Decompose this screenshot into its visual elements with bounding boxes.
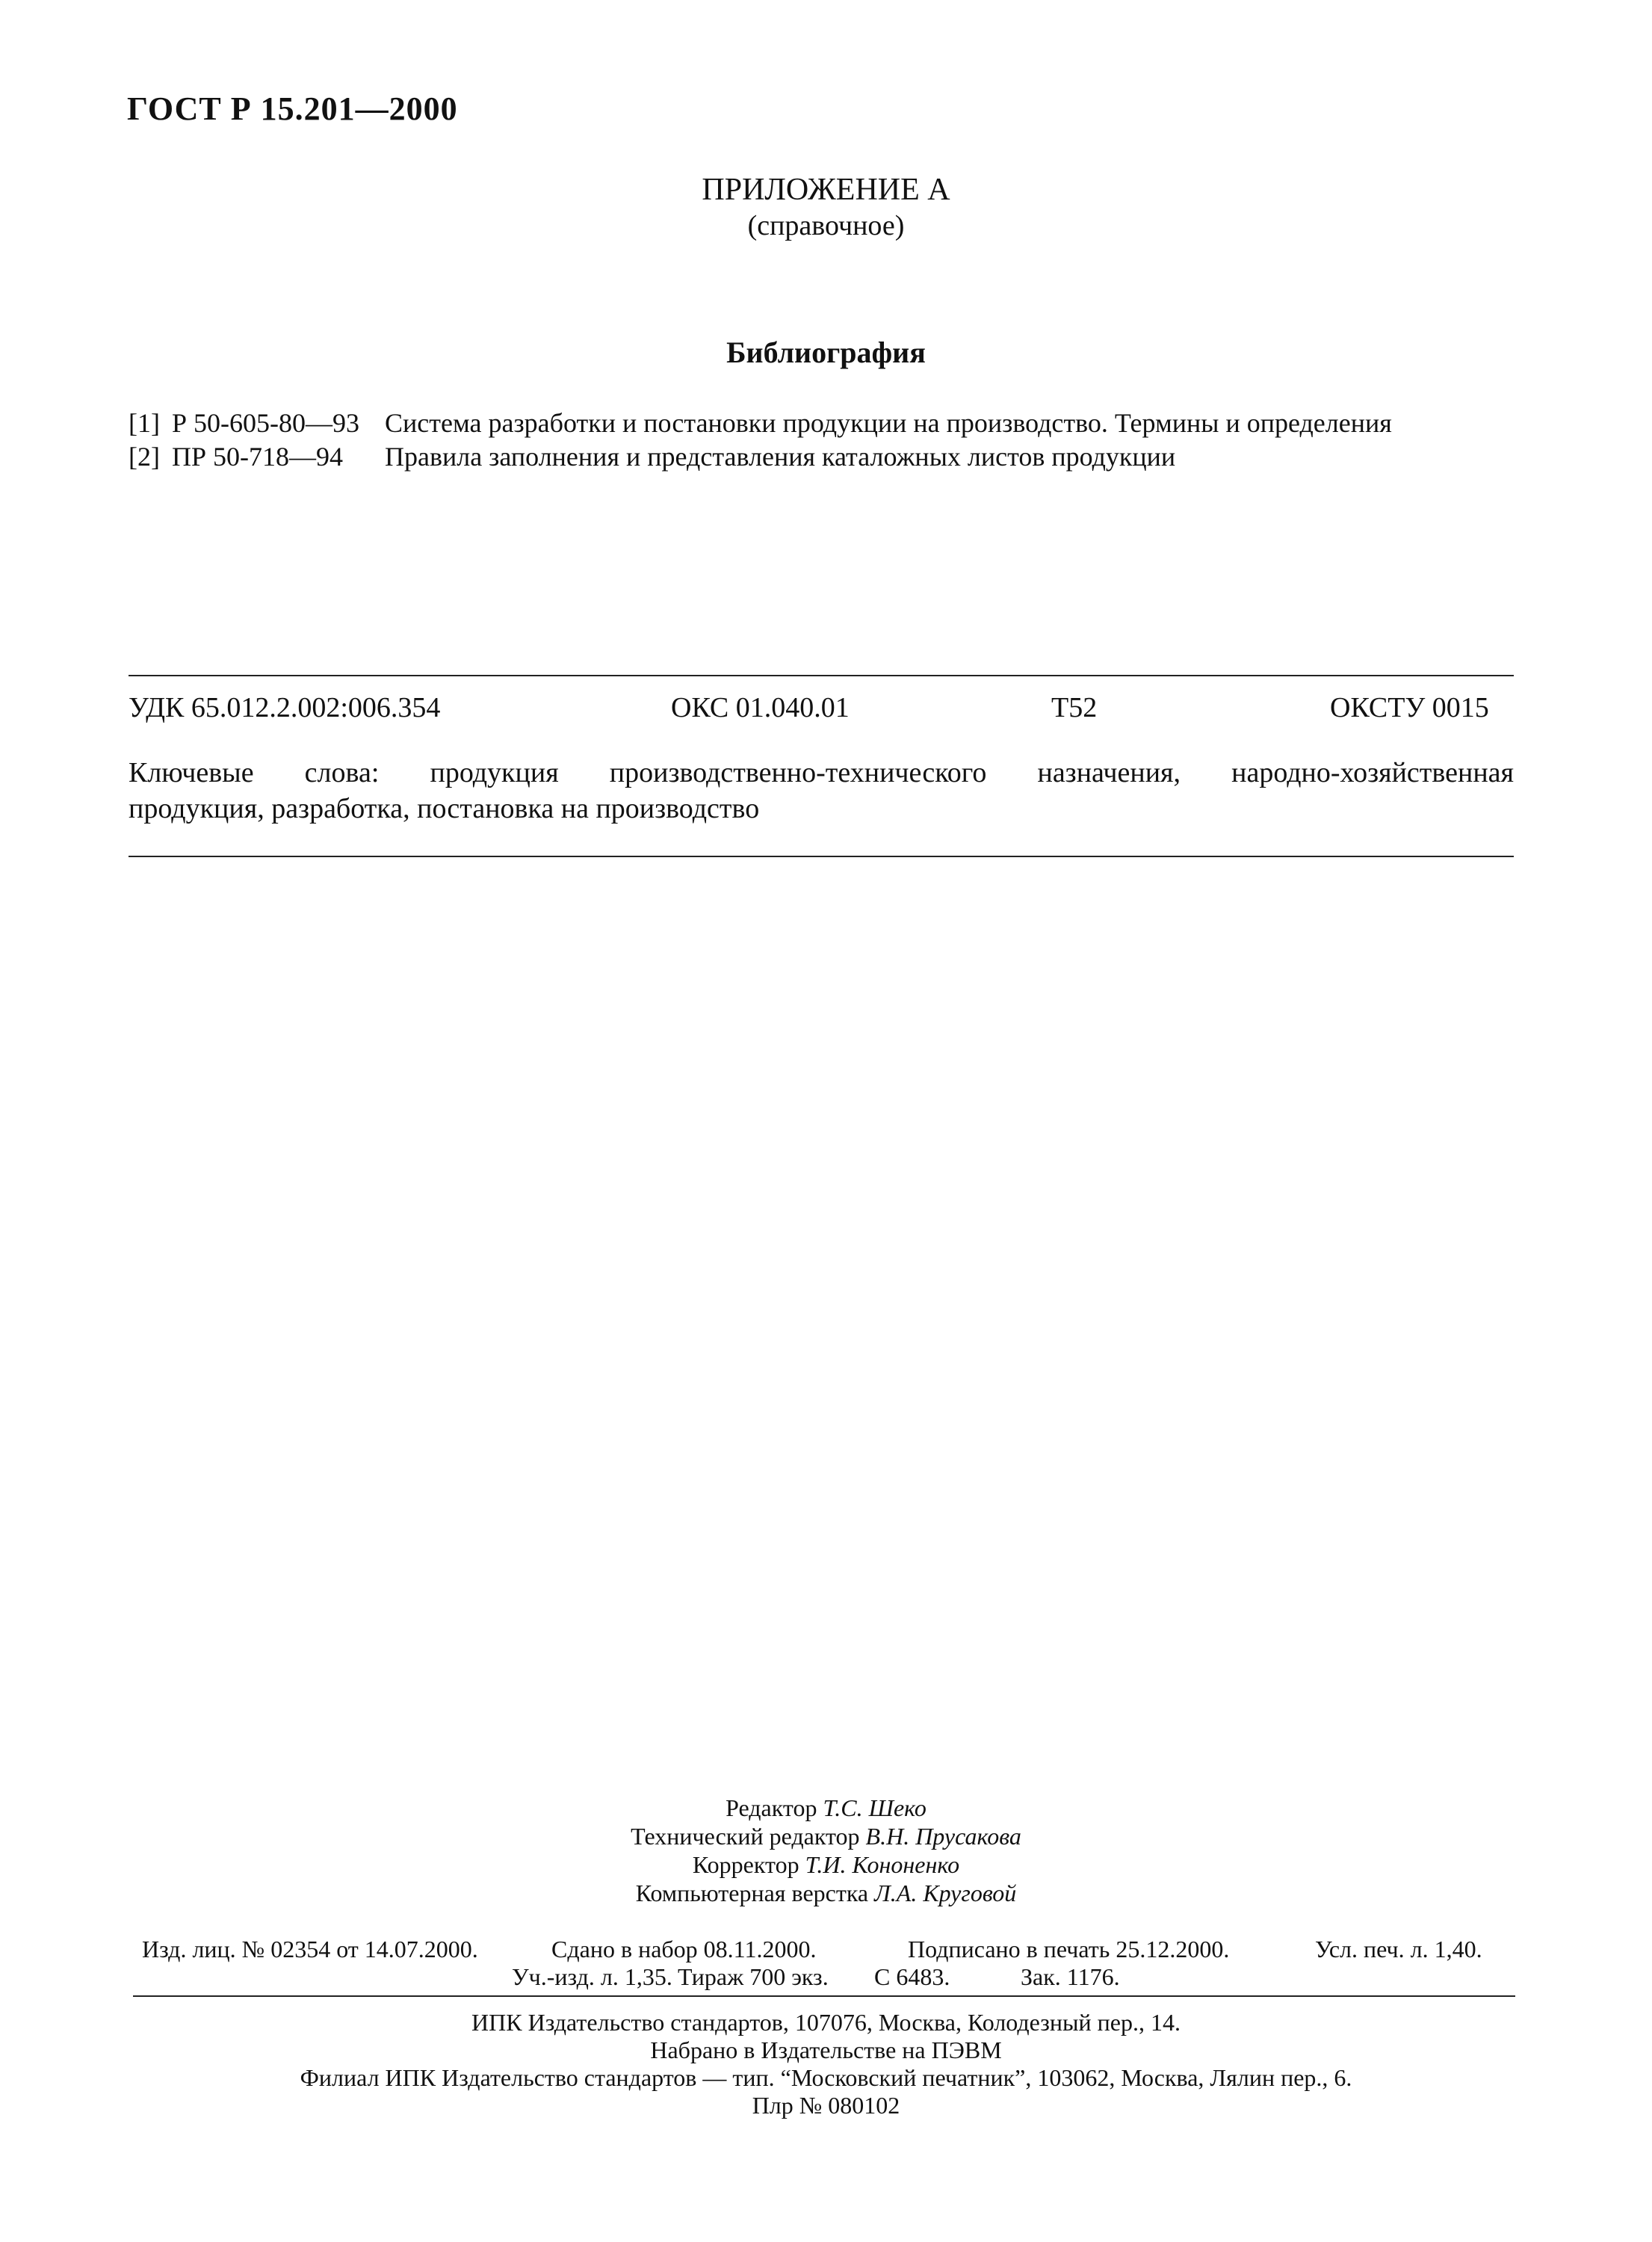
credit-layout	[0, 1879, 1652, 1907]
bib-item-code: ПР 50-718—94	[172, 442, 344, 472]
credit-person: Т.С. Шеко	[823, 1794, 926, 1821]
bib-item-code: Р 50-605-80—93	[172, 408, 359, 438]
footer-line: Набрано в Издательстве на ПЭВМ	[650, 2036, 1002, 2063]
publisher-sheets: Уч.-изд. л. 1,35.	[512, 1963, 672, 1990]
oks-code: ОКС 01.040.01	[671, 692, 850, 723]
bib-item-title: Система разработки и постановки продукции на производство. Термины и определения	[385, 408, 1392, 438]
credit-corrector	[0, 1850, 1652, 1879]
print-run: Тираж 700 экз.	[678, 1963, 829, 1990]
credit-label: Компьютерная верстка	[635, 1880, 869, 1906]
c-number: С 6483.	[874, 1963, 950, 1990]
footer-line: Филиал ИПК Издательство стандартов — тип. “Московский печатник”, 103062, Москва, Лялин пер., 6.	[300, 2064, 1352, 2091]
order-number: Зак. 1176.	[1021, 1963, 1120, 1990]
credit-person: Т.И. Кононенко	[805, 1851, 960, 1878]
keywords-line-2: продукция, разработка, постановка на производство	[129, 793, 760, 824]
credit-label: Технический редактор	[631, 1823, 860, 1850]
document-code: ГОСТ Р 15.201—2000	[127, 90, 458, 127]
keywords	[129, 755, 1514, 827]
credit-label: Редактор	[726, 1794, 817, 1821]
license-number: Изд. лиц. № 02354 от 14.07.2000.	[142, 1936, 478, 1962]
divider-footer	[133, 1995, 1515, 1997]
annex-subtitle: (справочное)	[747, 210, 905, 241]
typeset-date: Сдано в набор 08.11.2000.	[551, 1936, 817, 1962]
bib-item-title: Правила заполнения и представления каталожных листов продукции	[385, 442, 1176, 472]
print-sheets: Усл. печ. л. 1,40.	[1315, 1936, 1482, 1962]
credits	[0, 1794, 1652, 1907]
signed-date: Подписано в печать 25.12.2000.	[908, 1936, 1230, 1962]
credit-editor	[0, 1794, 1652, 1822]
divider-top	[129, 675, 1514, 676]
keywords-line-1: Ключевые слова: продукция производственно-технического назначения, народно-хозяйственная	[129, 757, 1514, 788]
annex-title: ПРИЛОЖЕНИЕ А	[702, 173, 950, 207]
publisher-footer	[0, 2009, 1652, 2119]
bibliography-title: Библиография	[726, 336, 926, 369]
okstu-code: ОКСТУ 0015	[1330, 692, 1489, 723]
divider-bottom	[129, 856, 1514, 857]
bib-item-number: [1]	[129, 408, 160, 438]
footer-line: ИПК Издательство стандартов, 107076, Москва, Колодезный пер., 14.	[471, 2009, 1181, 2036]
bib-item-number: [2]	[129, 442, 160, 472]
udk-code: УДК 65.012.2.002:006.354	[129, 692, 441, 723]
footer-line: Плр № 080102	[752, 2092, 900, 2119]
credit-person: В.Н. Прусакова	[865, 1823, 1021, 1850]
credit-person: Л.А. Круговой	[874, 1880, 1017, 1906]
group-code: Т52	[1051, 692, 1098, 723]
credit-tech-editor	[0, 1822, 1652, 1850]
credit-label: Корректор	[692, 1851, 799, 1878]
